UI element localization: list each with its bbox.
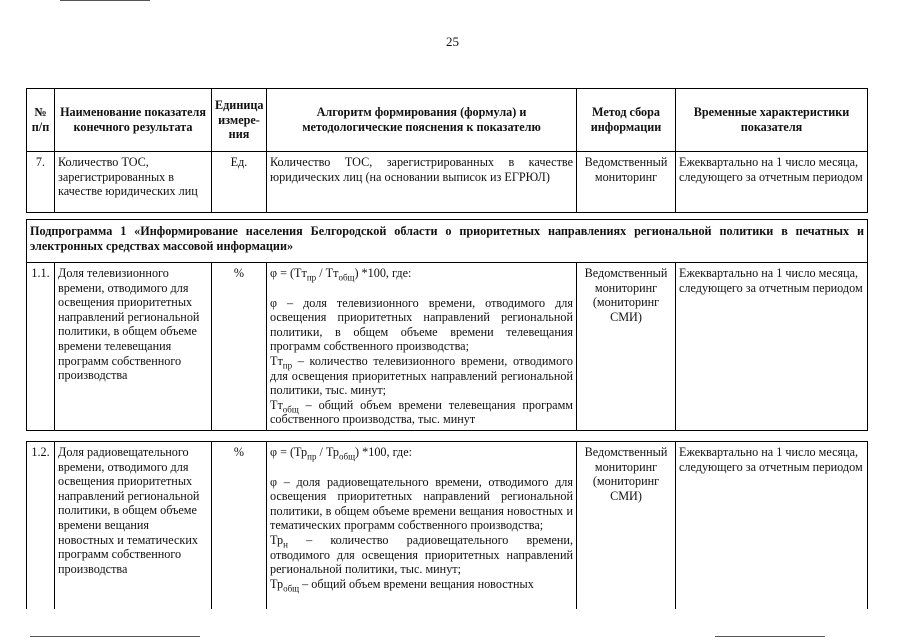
- page-number: 25: [446, 34, 459, 49]
- formula: $\varphi = (Тр_{пр} / Тр_{общ})$ *100, где:: [270, 445, 413, 462]
- formula-explanation: φ – доля радиовещательного времени, отводимого для освещения приоритетных направлений региональной политики, в общем объеме времени вещания новостных и тематических программ собственного производства;: [270, 474, 573, 533]
- indicator-name: Доля телевизионного времени, отводимого для освещения приоритетных направлений региональной политики, в общем объеме времени телевещания программ собственного производства: [55, 263, 212, 431]
- subprogram-row: [27, 220, 868, 263]
- collection-method: Ведомственный мониторинг (мониторинг СМИ): [577, 263, 676, 431]
- indicator-name: Доля радиовещательного времени, отводимого для освещения приоритетных направлений региональной политики, в общем объеме времени вещания новостных и тематических программ собственного производства: [55, 442, 212, 610]
- formula-explanation: $Тр_н$ – количество радиовещательного времени, отводимого для освещения приоритетных направлений региональной политики, тыс. минут;: [270, 532, 573, 577]
- indicators-table: [26, 88, 868, 609]
- spacer-cell: [27, 431, 868, 442]
- header-unit: Единица измере-ния: [212, 89, 267, 152]
- formula-explanation: $Тт_{общ}$ – общий объем времени телевещания программ собственного производства, тыс. минут: [270, 397, 573, 427]
- row-number: 1.2.: [27, 442, 55, 610]
- timing: Ежеквартально на 1 число месяца, следующего за отчетным периодом: [676, 442, 868, 610]
- algorithm-cell: [267, 263, 577, 431]
- spacer-row: [27, 213, 868, 220]
- collection-method: Ведомственный мониторинг (мониторинг СМИ): [577, 442, 676, 610]
- spacer-cell: [27, 213, 868, 220]
- spacer-row: [27, 431, 868, 442]
- table-row: [27, 263, 868, 431]
- row-number: 1.1.: [27, 263, 55, 431]
- scan-bottom-edge: [715, 636, 825, 637]
- formula-explanation: $Тт_{пр}$ – количество телевизионного времени, отводимого для освещения приоритетных направлений региональной политики, тыс. минут;: [270, 353, 573, 398]
- algorithm-cell: [267, 152, 577, 213]
- timing: Ежеквартально на 1 число месяца, следующего за отчетным периодом: [676, 152, 868, 213]
- unit-of-measure: %: [212, 263, 267, 431]
- scan-bottom-edge: [30, 636, 200, 637]
- algorithm-text: Количество ТОС, зарегистрированных в качестве юридических лиц (на основании выписок из ЕГРЮЛ): [270, 155, 573, 184]
- row-number: 7.: [27, 152, 55, 213]
- unit-of-measure: %: [212, 442, 267, 610]
- formula-explanation: φ – доля телевизионного времени, отводимого для освещения приоритетных направлений региональной политики, в общем объеме времени телевещания программ собственного производства;: [270, 295, 573, 354]
- table-header-row: [27, 89, 868, 152]
- unit-of-measure: Ед.: [212, 152, 267, 213]
- header-timing: Временные характеристики показателя: [676, 89, 868, 152]
- table-row: [27, 442, 868, 610]
- header-method: Метод сбора информации: [577, 89, 676, 152]
- subprogram-title: Подпрограмма 1 «Информирование населения Белгородской области о приоритетных направлениях региональной политики в печатных и электронных средствах массовой информации»: [27, 220, 868, 263]
- table-row: [27, 152, 868, 213]
- formula-explanation: $Тр_{общ}$ – общий объем времени вещания новостных: [270, 576, 534, 594]
- scan-top-edge: [60, 0, 150, 1]
- algorithm-cell: [267, 442, 577, 610]
- formula: $\varphi = (Тт_{пр} / Тт_{общ})$ *100, где:: [270, 266, 412, 283]
- header-algorithm: Алгоритм формирования (формула) и методологические пояснения к показателю: [267, 89, 577, 152]
- indicator-name: Количество ТОС, зарегистрированных в качестве юридических лиц: [55, 152, 212, 213]
- header-num: № п/п: [27, 89, 55, 152]
- timing: Ежеквартально на 1 число месяца, следующего за отчетным периодом: [676, 263, 868, 431]
- header-name: Наименование показателя конечного результата: [55, 89, 212, 152]
- collection-method: Ведомственный мониторинг: [577, 152, 676, 213]
